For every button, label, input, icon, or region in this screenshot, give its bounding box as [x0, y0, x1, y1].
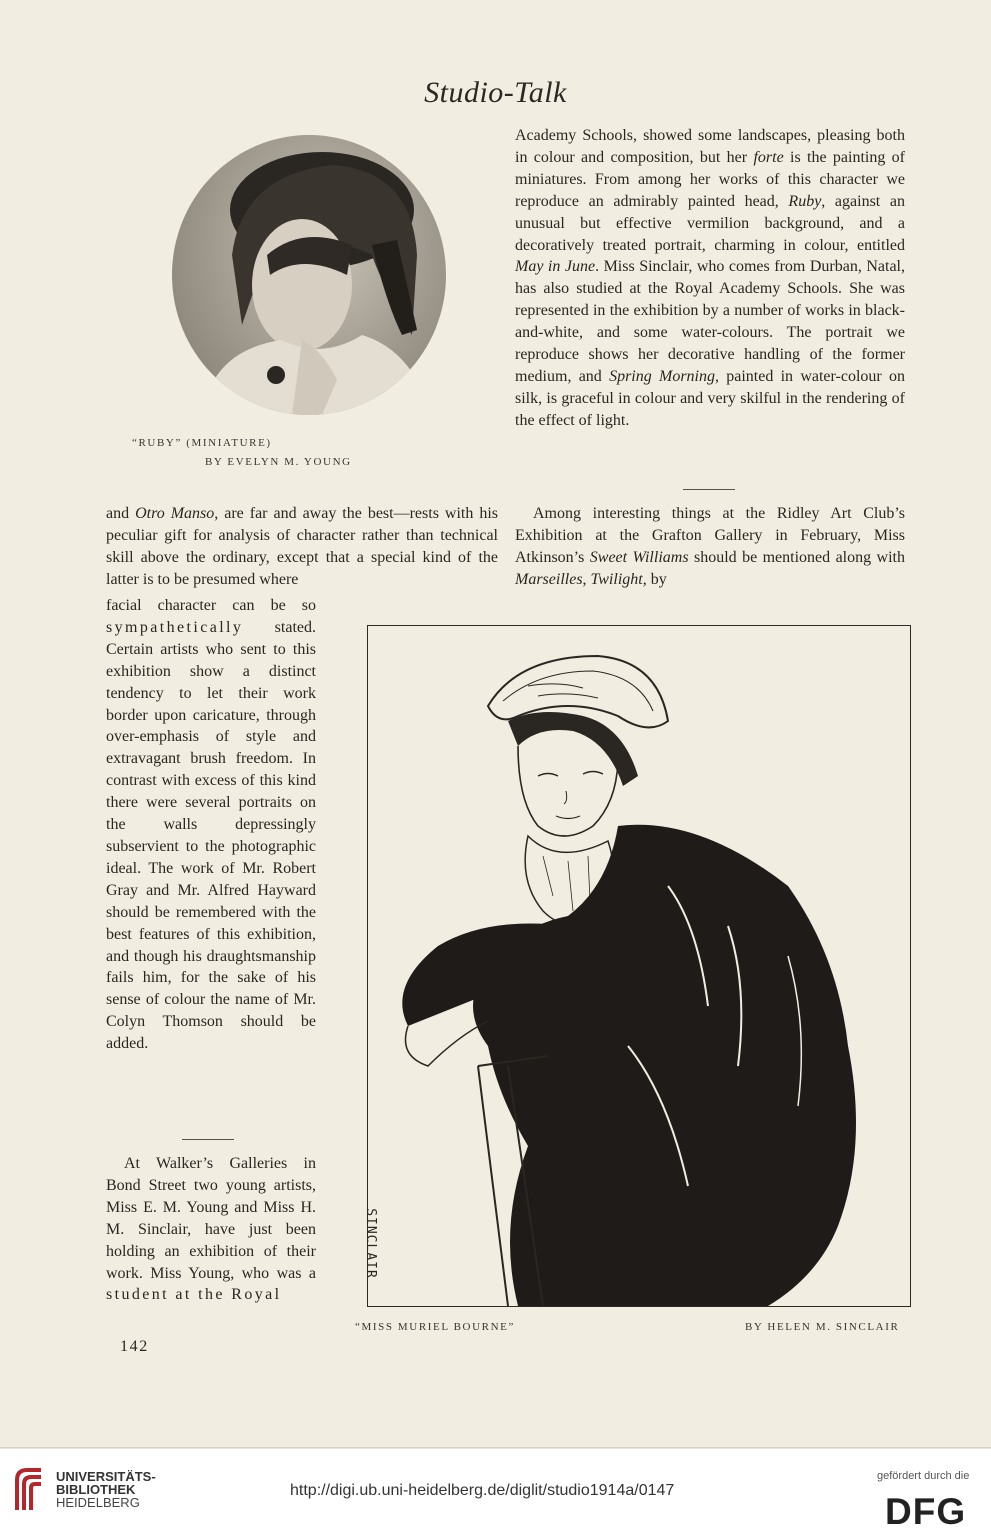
- text-run: , by: [642, 570, 667, 588]
- right-column-mid-paragraph: [515, 503, 905, 591]
- library-name-line3: HEIDELBERG: [56, 1495, 140, 1510]
- text-run: . Miss Sinclair, who comes from Durban, Natal, has also studied at the Royal Academy Schools. She was represented in the exhibition by a number of works in black-and-white, and some water-colours. The portrait we reproduce shows her decorative handling of the former medium, and: [515, 258, 905, 385]
- muriel-bourne-illustration: [368, 626, 910, 1306]
- italic-title-spring-morning: Spring Morning: [609, 367, 715, 385]
- ruby-caption-artist: BY EVELYN M. YOUNG: [205, 456, 352, 468]
- text-run: , painted in water-colour on silk, is graceful in colour and very skilful in the rendering of the effect of light.: [515, 367, 905, 429]
- ruby-portrait-image: [172, 135, 446, 415]
- italic-title-may-in-june: May in June: [515, 258, 596, 276]
- dfg-logo: DFG: [885, 1491, 967, 1532]
- text-run: should be mentioned along with: [688, 548, 906, 566]
- left-column-narrow-paragraph: [106, 595, 316, 1055]
- section-divider-right: [683, 489, 735, 490]
- text-run: , are far and away the best—rests with his peculiar gift for analysis of character rather than technical skill above the ordinary, except that a special kind of the latter is to be presumed where: [106, 505, 499, 588]
- text-run: Certain artists who sent to this exhibition show a distinct tendency to let their work border upon caricature, through over-emphasis of style and extravagant brush freedom. In contrast with excess of this kind there were several portraits on the walls depressingly subservient to the photographic ideal. The work of Mr. Robert Gray and Mr. Alfred Hayward should be remembered with the best features of this exhibition, and though his draughtsmanship fails him, for the sake of his sense of colour the name of Mr. Colyn Thomson should be added.: [106, 640, 316, 1053]
- page-number: 142: [120, 1338, 149, 1355]
- running-title: Studio-Talk: [424, 76, 567, 109]
- permalink-url[interactable]: http://digi.ub.uni-heidelberg.de/diglit/studio1914a/0147: [290, 1482, 675, 1499]
- text-run: At Walker’s Galleries in Bond Street two young artists, Miss E. M. Young and Miss H. M. Sinclair, have just been holding an exhibition of their work. Miss Young, who was a: [106, 1155, 316, 1282]
- muriel-caption-artist: BY HELEN M. SINCLAIR: [745, 1321, 900, 1333]
- library-logo-icon: [14, 1466, 44, 1514]
- letterspaced-word: sympathetically: [106, 618, 244, 636]
- artist-signature: [362, 1200, 391, 1292]
- left-column-walker-paragraph: [106, 1153, 316, 1306]
- text-run: Among interesting things at the Ridley Art Club’s Exhibition at the Grafton Gallery in February, Miss Atkinson’s: [515, 505, 905, 566]
- page-edge: [0, 1447, 991, 1448]
- italic-title-twilight: Twilight: [590, 570, 643, 588]
- muriel-bourne-drawing: [367, 625, 911, 1307]
- letterspaced-line: student at the Royal: [106, 1286, 282, 1304]
- library-name-line2: BIBLIOTHEK: [56, 1482, 136, 1497]
- ruby-portrait-drawing: [172, 135, 446, 415]
- text-run: ,: [582, 570, 591, 588]
- text-run: and: [106, 505, 136, 522]
- text-run: facial character can be so: [106, 597, 316, 614]
- muriel-caption-title: “MISS MURIEL BOURNE”: [355, 1321, 515, 1333]
- text-run: , against an unusual but effective vermilion background, and a decoratively treated portrait, charming in colour, entitled: [515, 192, 905, 254]
- italic-word-forte: forte: [753, 148, 784, 166]
- section-divider-left: [182, 1139, 234, 1140]
- text-run: stated.: [243, 618, 316, 636]
- text-run: is the painting of miniatures. From among her works of this character we reproduce an admirably painted head,: [515, 148, 906, 210]
- funding-label: gefördert durch die: [877, 1470, 970, 1482]
- italic-title-marseilles: Marseilles: [515, 570, 583, 588]
- left-column-top-paragraph: [106, 503, 498, 591]
- library-name-line1: UNIVERSITÄTS-: [56, 1469, 156, 1484]
- ruby-caption-title: “RUBY” (MINIATURE): [132, 437, 272, 449]
- italic-title-otro-manso: Otro Manso: [135, 505, 215, 522]
- signature-text: SINCLAIR: [362, 1208, 378, 1279]
- italic-title-ruby: Ruby: [788, 192, 822, 210]
- library-name: [56, 1470, 156, 1509]
- italic-title-sweet-williams: Sweet Williams: [589, 548, 689, 566]
- text-run: Academy Schools, showed some landscapes, pleasing both in colour and composition, but her: [515, 127, 905, 166]
- right-column-top-paragraph: [515, 125, 905, 432]
